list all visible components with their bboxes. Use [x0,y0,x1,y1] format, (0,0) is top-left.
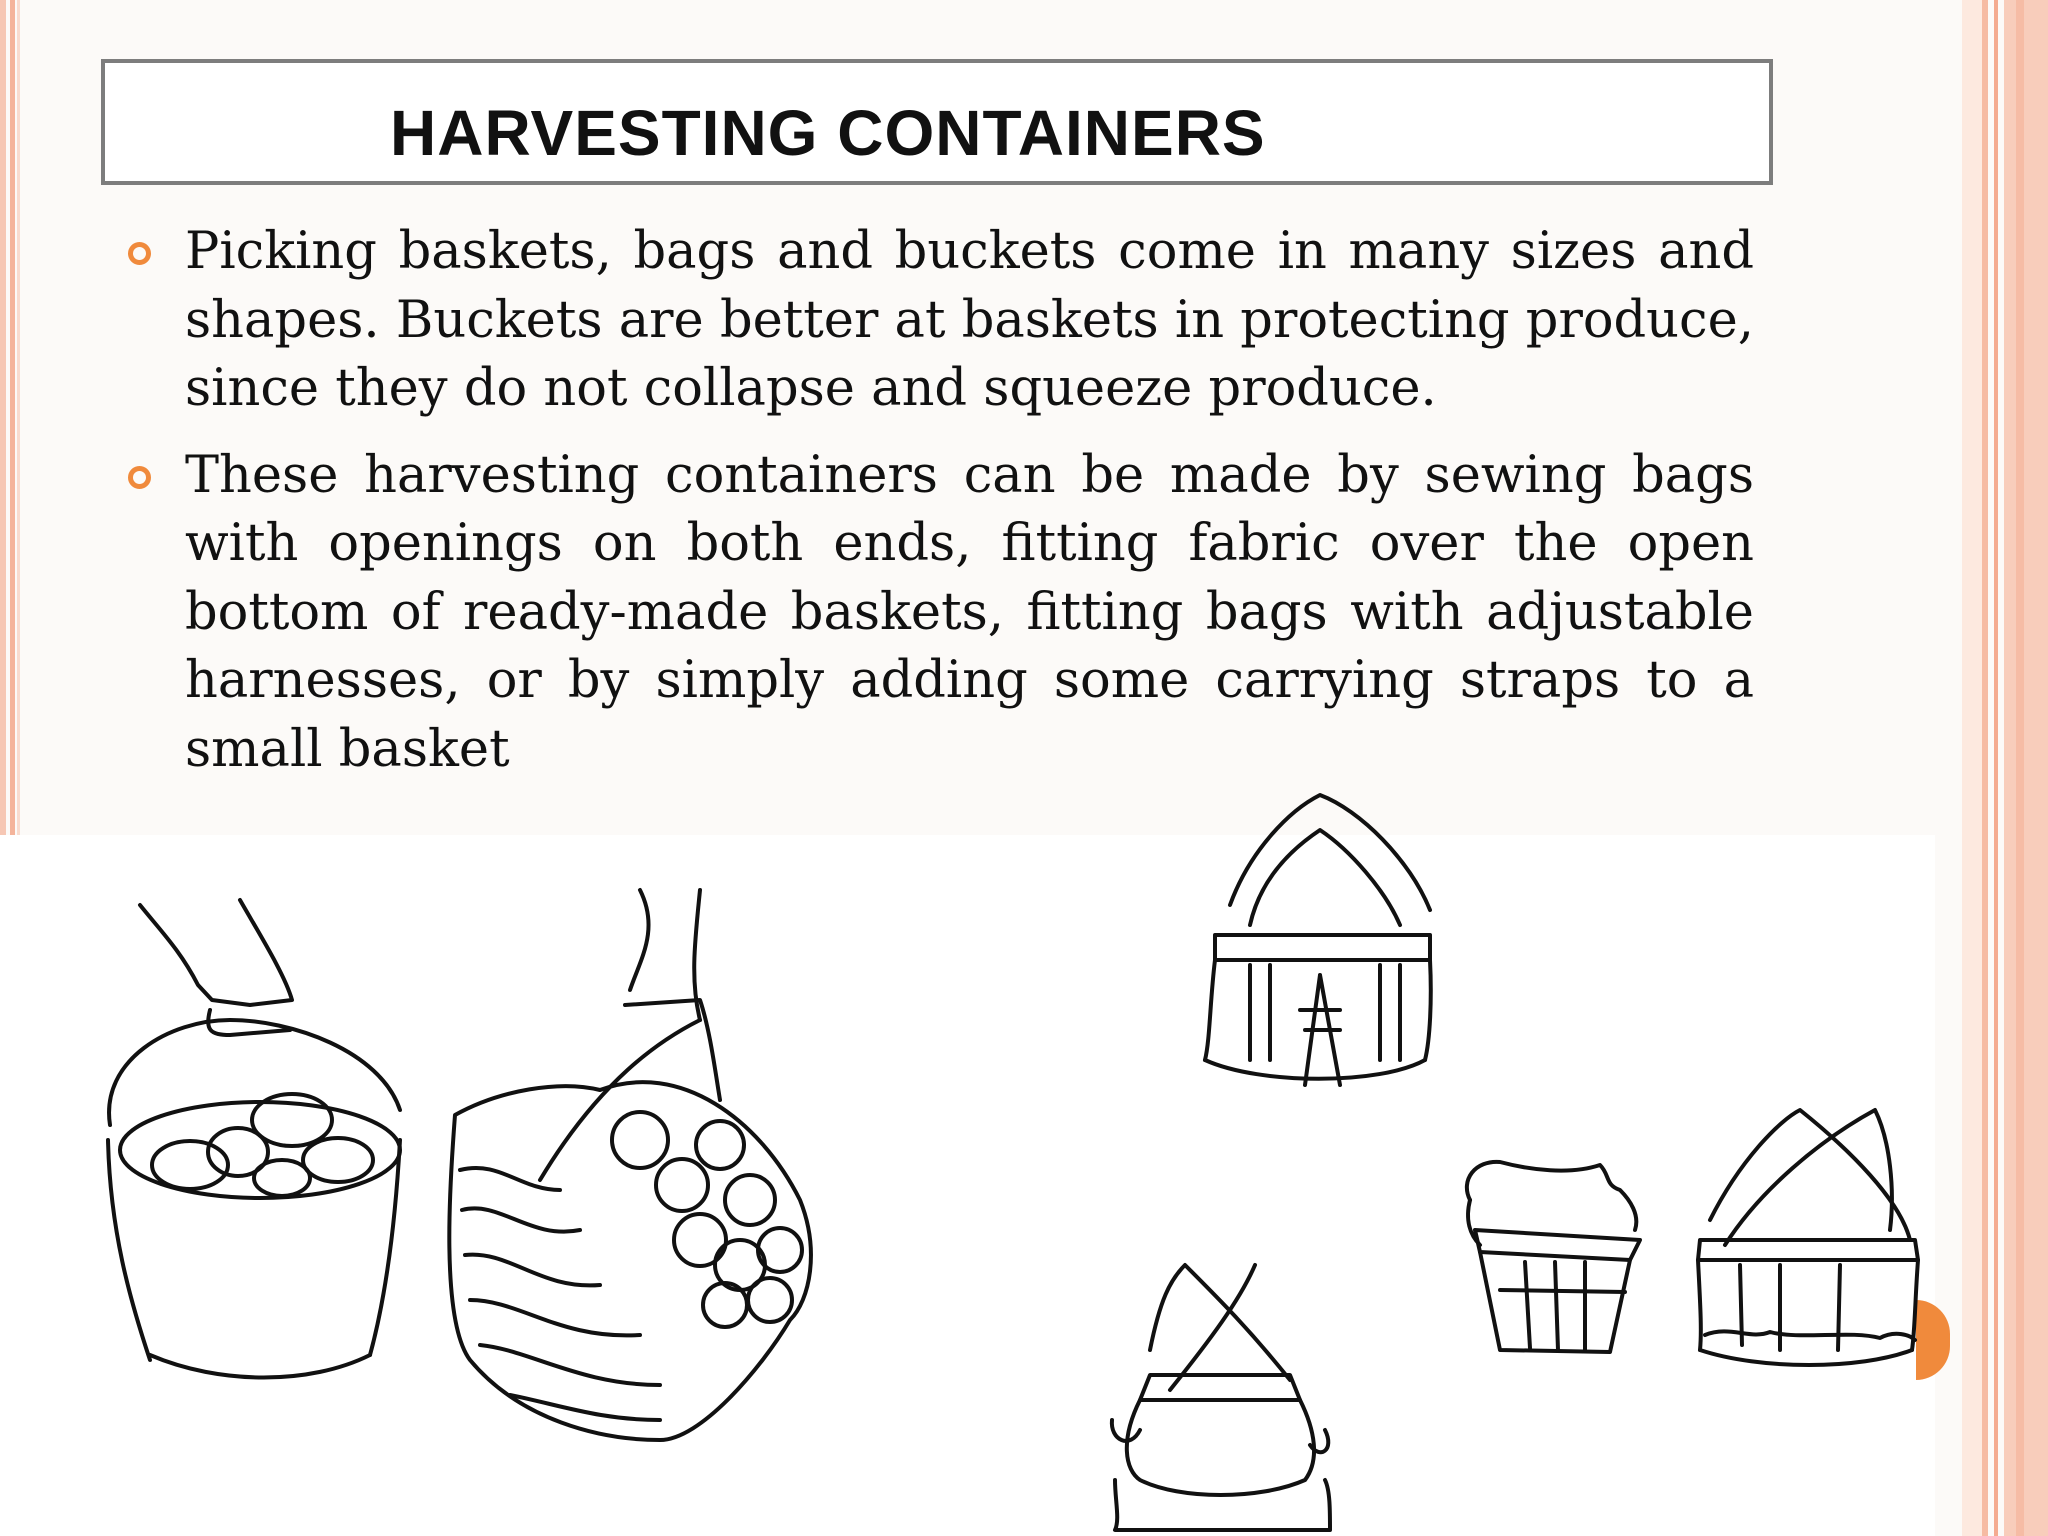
covered-basket-drawing [1698,1110,1918,1365]
slide-title: HARVESTING CONTAINERS [390,97,1266,169]
bucket-drawing [108,900,400,1378]
bullet-text: Picking baskets, bags and buckets come in many sizes and shapes. Buckets are better at baskets in protecting produce, since they do not collapse and squeeze produce. [185,222,1754,418]
mesh-bag-drawing [449,890,811,1440]
strap-basket-drawing [1112,1265,1330,1530]
small-bag-basket-drawing [1467,1162,1640,1352]
bullet-text: These harvesting containers can be made by sewing bags with openings on both ends, fitting fabric over the open bottom of ready-made baskets, fitting bags with adjustable harnesses, or by simply adding some carrying straps to a small basket [185,445,1754,779]
harness-basket-drawing [1205,795,1431,1085]
